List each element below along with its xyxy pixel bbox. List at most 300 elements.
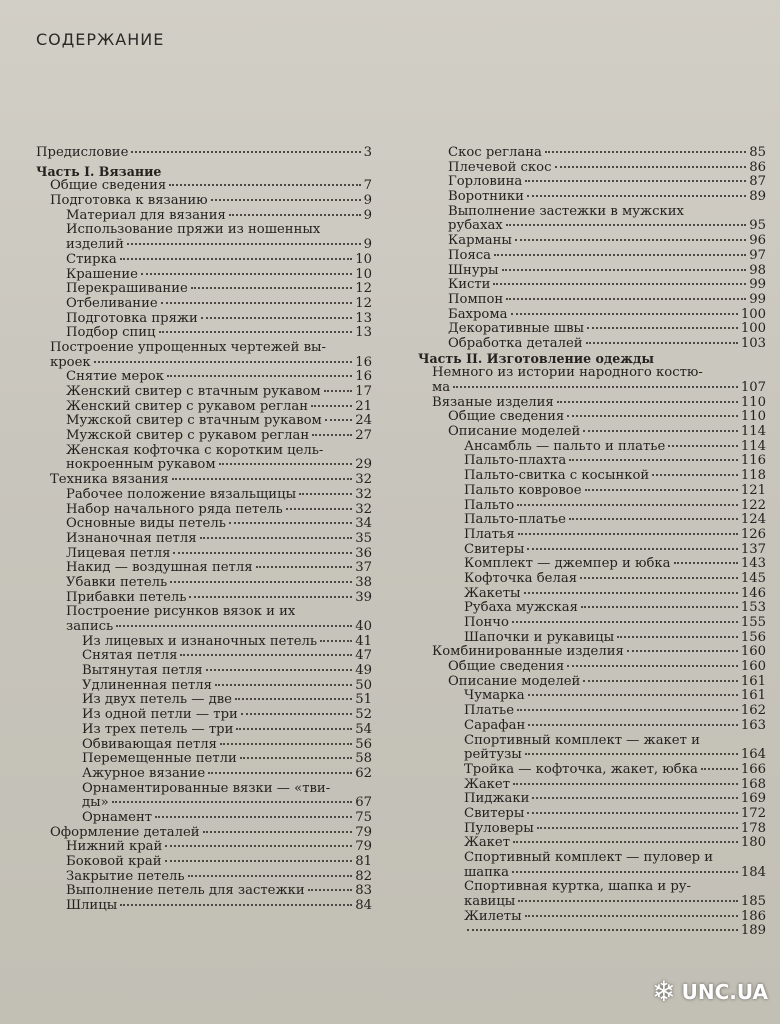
- toc-entry-title: Орнамент: [82, 810, 153, 825]
- toc-entry: [418, 337, 766, 352]
- toc-entry: [36, 693, 372, 708]
- toc-entry-title: Бахрома: [448, 307, 508, 322]
- leader-dots: [167, 375, 352, 377]
- toc-entry-title: Чумарка: [464, 689, 525, 704]
- leader-dots: [525, 915, 738, 917]
- toc-page-number: 41: [355, 634, 372, 649]
- toc-entry-title: Сарафан: [464, 718, 526, 733]
- toc-entry-title: Построение рисунков вязок и их: [66, 605, 296, 620]
- toc-entry-title: Воротники: [448, 190, 524, 205]
- toc-entry: [36, 253, 372, 268]
- toc-page-number: 114: [740, 425, 766, 440]
- toc-entry-title: Снятие мерок: [66, 370, 164, 385]
- toc-page-number: 51: [355, 693, 372, 708]
- toc-entry: [36, 209, 372, 224]
- toc-entry: [418, 587, 766, 602]
- toc-entry-title: Лицевая петля: [66, 546, 171, 561]
- toc-page-number: 122: [740, 498, 766, 513]
- toc-entry: [418, 528, 766, 543]
- leader-dots: [527, 195, 746, 197]
- toc-page-number: 79: [355, 840, 372, 855]
- toc-entry-title: Общие сведения: [50, 179, 167, 194]
- watermark: [652, 975, 768, 1008]
- toc-page-number: 184: [740, 864, 766, 880]
- leader-dots: [172, 478, 353, 480]
- toc-entry: [418, 499, 766, 514]
- leader-dots: [191, 287, 352, 289]
- toc-entry-title-cont: запись: [66, 620, 114, 634]
- toc-page-number: 54: [355, 722, 372, 737]
- toc-entry: [418, 469, 766, 484]
- leader-dots: [512, 871, 738, 873]
- toc-entry-title: Свитеры: [464, 806, 525, 821]
- toc-entry-title: Вытянутая петля: [82, 664, 203, 679]
- toc-entry-title: Обвивающая петля: [82, 737, 217, 752]
- toc-entry-title: Построение упрощенных чертежей вы-: [50, 340, 326, 355]
- leader-dots: [219, 463, 353, 465]
- toc-page-number: 180: [740, 836, 766, 851]
- toc-entry: [418, 734, 766, 763]
- leader-dots: [701, 768, 738, 770]
- leader-dots: [256, 566, 353, 568]
- toc-page-number: 3: [363, 146, 372, 160]
- leader-dots: [120, 258, 352, 260]
- toc-entry: [418, 513, 766, 528]
- toc-entry: [418, 175, 766, 190]
- leader-dots: [569, 518, 738, 520]
- toc-entry: [418, 880, 766, 909]
- toc-entry: [418, 543, 766, 558]
- leader-dots: [141, 273, 352, 275]
- toc-entry: [418, 616, 766, 631]
- leader-dots: [116, 625, 352, 627]
- toc-page-number: 121: [740, 483, 766, 498]
- leader-dots: [215, 684, 352, 686]
- toc-page-number: 126: [740, 527, 766, 542]
- toc-page-number: 156: [740, 630, 766, 645]
- toc-page-number: 189: [740, 924, 766, 939]
- toc-entry: [418, 822, 766, 837]
- toc-entry-title: Нижний край: [66, 840, 163, 855]
- toc-entry: [418, 851, 766, 880]
- toc-entry: [418, 631, 766, 646]
- toc-entry-title: Скос реглана: [448, 146, 542, 160]
- toc-part-heading: [36, 165, 372, 180]
- leader-dots: [312, 434, 352, 436]
- toc-entry: [418, 425, 766, 440]
- toc-entry-title-cont: рейтузы: [464, 748, 522, 763]
- toc-page-number: 97: [749, 248, 766, 263]
- leader-dots: [188, 875, 353, 877]
- leader-dots: [467, 929, 738, 931]
- toc-entry: [36, 385, 372, 400]
- toc-entry: [36, 708, 372, 723]
- toc-page-number: 36: [355, 546, 372, 561]
- toc-entry: [36, 576, 372, 591]
- leader-dots: [240, 757, 352, 759]
- toc-page-number: 107: [740, 380, 766, 395]
- toc-page-number: 75: [355, 810, 372, 825]
- leader-dots: [120, 904, 352, 906]
- toc-entry-title: Женский свитер с втачным рукавом: [66, 385, 321, 399]
- toc-entry-title: Пуловеры: [464, 821, 534, 836]
- toc-page-number: 172: [740, 806, 766, 821]
- leader-dots: [220, 743, 352, 745]
- toc-page-number: 87: [749, 175, 766, 190]
- toc-entry: [36, 561, 372, 576]
- toc-page-number: 56: [355, 737, 372, 752]
- leader-dots: [506, 224, 746, 226]
- leader-dots: [241, 713, 352, 715]
- toc-entry: [418, 719, 766, 734]
- toc-entry-title: Описание моделей: [448, 425, 581, 440]
- leader-dots: [627, 650, 738, 652]
- toc-entry-title: Помпон: [448, 292, 504, 307]
- toc-page-number: 99: [749, 292, 766, 307]
- leader-dots: [208, 772, 352, 774]
- leader-dots: [453, 386, 738, 388]
- toc-page-number: 67: [355, 795, 372, 811]
- leader-dots: [517, 504, 738, 506]
- toc-page-number: 160: [740, 660, 766, 675]
- toc-page-number: 103: [740, 336, 766, 351]
- leader-dots: [203, 831, 353, 833]
- leader-dots: [324, 390, 353, 392]
- toc-entry-title: Выполнение застежки в мужских: [448, 204, 684, 219]
- toc-page-number: 100: [740, 307, 766, 322]
- toc-entry: [418, 205, 766, 234]
- toc-entry: [36, 312, 372, 327]
- toc-entry-title-cont: ма: [432, 381, 451, 395]
- toc-entry: [418, 249, 766, 264]
- toc-page-number: 124: [740, 513, 766, 528]
- toc-page-number: 24: [355, 414, 372, 429]
- toc-entry: [418, 190, 766, 205]
- toc-entry: [36, 400, 372, 415]
- leader-dots: [131, 151, 360, 153]
- toc-entry: [418, 322, 766, 337]
- toc-page-number: 185: [740, 894, 766, 910]
- toc-entry-title: Из трех петель — три: [82, 722, 234, 737]
- toc-page-number: 12: [355, 296, 372, 311]
- leader-dots: [308, 889, 353, 891]
- toc-page-number: 49: [355, 664, 372, 679]
- toc-page-number: 52: [355, 708, 372, 723]
- toc-entry-title: Пальто-платье: [464, 513, 566, 528]
- toc-entry: [36, 341, 372, 370]
- toc-entry: [418, 836, 766, 851]
- toc-entry-title: Подготовка к вязанию: [50, 194, 208, 209]
- toc-entry: [36, 268, 372, 283]
- toc-page-number: 9: [363, 237, 372, 253]
- toc-page-number: 98: [749, 263, 766, 278]
- toc-page-number: 86: [749, 160, 766, 175]
- toc-page-number: 38: [355, 575, 372, 590]
- leader-dots: [112, 801, 353, 803]
- leader-dots: [528, 694, 738, 696]
- toc-page-number: 47: [355, 649, 372, 664]
- toc-entry: [36, 370, 372, 385]
- leader-dots: [200, 537, 353, 539]
- leader-dots: [527, 812, 737, 814]
- toc-entry: [418, 763, 766, 778]
- toc-entry-title: Кисти: [448, 278, 491, 293]
- toc-entry-title: Боковой край: [66, 855, 162, 869]
- toc-entry-title: Комплект — джемпер и юбка: [464, 557, 671, 572]
- toc-page-number: 32: [355, 487, 372, 502]
- toc-entry-title: Стирка: [66, 252, 117, 267]
- toc-entry-title: Кофточка белая: [464, 571, 578, 586]
- toc-page-number: 58: [355, 752, 372, 767]
- toc-entry-title: Закрытие петель: [66, 869, 185, 884]
- toc-entry-title: Обработка деталей: [448, 336, 583, 351]
- toc-entry: [418, 454, 766, 469]
- leader-dots: [674, 562, 738, 564]
- toc-entry-title: Жакет: [464, 777, 511, 792]
- toc-entry: [418, 807, 766, 822]
- toc-page-number: 186: [740, 909, 766, 924]
- leader-dots: [286, 508, 353, 510]
- leader-dots: [567, 415, 738, 417]
- toc-entry-title: Вязаные изделия: [432, 395, 554, 410]
- toc-entry-title: Пальто ковровое: [464, 483, 582, 498]
- toc-entry: [36, 826, 372, 841]
- toc-entry-title: Общие сведения: [448, 410, 565, 425]
- leader-dots: [165, 845, 352, 847]
- toc-entry-title: Крашение: [66, 267, 138, 282]
- toc-entry-title: Жилеты: [464, 909, 522, 924]
- toc-page-number: 83: [355, 884, 372, 899]
- leader-dots: [155, 816, 352, 818]
- toc-entry-title: Комбинированные изделия: [432, 645, 624, 660]
- toc-entry: [418, 675, 766, 690]
- leader-dots: [235, 698, 352, 700]
- toc-page-number: 27: [355, 429, 372, 444]
- toc-entry: [36, 855, 372, 870]
- toc-entry: [418, 396, 766, 411]
- toc-entry: [418, 293, 766, 308]
- toc-page-number: 62: [355, 766, 372, 781]
- toc-entry-title: Пояса: [448, 248, 492, 263]
- toc-page-number: 161: [740, 674, 766, 689]
- toc-entry-title: Подготовка пряжи: [66, 311, 198, 326]
- toc-page-number: 161: [740, 689, 766, 704]
- toc-page-number: 12: [355, 282, 372, 297]
- toc-entry: [418, 792, 766, 807]
- toc-page-number: 50: [355, 678, 372, 693]
- toc-entry-title-cont: рубахах: [448, 219, 503, 234]
- toc-page-number: 32: [355, 502, 372, 517]
- leader-dots: [513, 783, 738, 785]
- toc-entry-title: Часть I. Вязание: [36, 164, 162, 179]
- toc-entry: [418, 366, 766, 395]
- toc-entry-title-cont: шапка: [464, 865, 510, 880]
- toc-page-number: 118: [740, 469, 766, 484]
- toc-page-number: 110: [740, 410, 766, 425]
- leader-dots: [555, 166, 747, 168]
- toc-entry: [418, 234, 766, 249]
- snowflake-icon: ❄: [652, 975, 676, 1008]
- toc-entry-title: Пиджаки: [464, 792, 530, 807]
- toc-entry: [418, 601, 766, 616]
- toc-entry-title: Пальто-свитка с косынкой: [464, 469, 650, 484]
- toc-page-number: 99: [749, 278, 766, 293]
- toc-entry-title: Основные виды петель: [66, 517, 226, 532]
- toc-entry: [36, 723, 372, 738]
- leader-dots: [502, 269, 747, 271]
- page-title: СОДЕРЖАНИЕ: [36, 30, 165, 49]
- toc-page-number: 34: [355, 517, 372, 532]
- toc-entry-title: Набор начального ряда петель: [66, 502, 283, 517]
- toc-entry: [418, 910, 766, 925]
- toc-page-number: 145: [740, 571, 766, 586]
- toc-page-number: 95: [749, 218, 766, 234]
- watermark-text: UNC.UA: [681, 979, 768, 1004]
- leader-dots: [512, 621, 738, 623]
- toc-entry: [36, 473, 372, 488]
- toc-entry: [36, 194, 372, 209]
- toc-entry: [36, 444, 372, 473]
- toc-page-number: 40: [355, 619, 372, 634]
- leader-dots: [127, 243, 361, 245]
- toc-entry-title: Платье: [464, 704, 515, 719]
- leader-dots: [173, 552, 352, 554]
- toc-entry-title: Спортивный комплект — жакет и: [464, 733, 700, 748]
- toc-entry-title: Ажурное вязание: [82, 766, 206, 781]
- toc-entry-title: Материал для вязания: [66, 208, 226, 223]
- toc-left-column: [36, 146, 372, 914]
- leader-dots: [320, 640, 352, 642]
- toc-page-number: 10: [355, 267, 372, 282]
- toc-entry-title-cont: изделий: [66, 238, 124, 253]
- leader-dots: [517, 709, 738, 711]
- toc-page-number: 166: [740, 762, 766, 777]
- toc-entry: [418, 410, 766, 425]
- toc-page-number: 7: [363, 179, 372, 194]
- leader-dots: [161, 302, 353, 304]
- leader-dots: [229, 522, 352, 524]
- toc-entry-title: Шнуры: [448, 263, 499, 278]
- leader-dots: [94, 361, 353, 363]
- toc-entry-title: Мужской свитер с рукавом реглан: [66, 429, 310, 444]
- leader-dots: [569, 459, 738, 461]
- leader-dots: [493, 283, 746, 285]
- leader-dots: [557, 401, 738, 403]
- toc-entry: [36, 884, 372, 899]
- toc-entry: [36, 635, 372, 650]
- toc-page-number: 81: [355, 855, 372, 869]
- leader-dots: [170, 581, 352, 583]
- toc-entry-title: Пальто: [464, 498, 515, 513]
- toc-entry: [36, 532, 372, 547]
- toc-entry-title: Общие сведения: [448, 660, 565, 675]
- toc-entry-title: Накид — воздушная петля: [66, 561, 253, 576]
- leader-dots: [515, 239, 746, 241]
- toc-entry-title: Перекрашивание: [66, 282, 188, 297]
- toc-page-number: 163: [740, 718, 766, 733]
- toc-page-number: 21: [355, 399, 372, 414]
- toc-entry: [36, 282, 372, 297]
- toc-entry-title: Из двух петель — две: [82, 693, 232, 708]
- leader-dots: [494, 254, 746, 256]
- toc-page-number: 16: [355, 354, 372, 370]
- leader-dots: [525, 180, 746, 182]
- leader-dots: [532, 797, 737, 799]
- leader-dots: [527, 548, 737, 550]
- toc-entry-title: Снятая петля: [82, 649, 178, 664]
- toc-entry: [418, 146, 766, 161]
- leader-dots: [528, 724, 738, 726]
- leader-dots: [299, 493, 352, 495]
- toc-entry: [36, 297, 372, 312]
- toc-page-number: 37: [355, 561, 372, 576]
- leader-dots: [518, 900, 738, 902]
- leader-dots: [159, 331, 353, 333]
- toc-entry: [36, 488, 372, 503]
- toc-entry: [418, 778, 766, 793]
- toc-entry-title: Из лицевых и изнаночных петель: [82, 634, 318, 649]
- toc-entry-title: Прибавки петель: [66, 590, 187, 605]
- toc-entry-title: Ансамбль — пальто и платье: [464, 439, 666, 454]
- leader-dots: [513, 841, 738, 843]
- toc-entry: [36, 899, 372, 914]
- toc-entry-title: Шапочки и рукавицы: [464, 630, 615, 645]
- toc-entry: [36, 870, 372, 885]
- toc-entry: [418, 572, 766, 587]
- toc-page-number: 79: [355, 825, 372, 840]
- leader-dots: [311, 405, 352, 407]
- leader-dots: [511, 313, 738, 315]
- toc-entry-title: Использование пряжи из ношенных: [66, 223, 321, 238]
- toc-entry-title: Карманы: [448, 234, 512, 249]
- toc-entry-title-cont: нокроенным рукавом: [66, 458, 216, 473]
- toc-entry-title: Отбеливание: [66, 296, 158, 311]
- toc-entry: [36, 649, 372, 664]
- toc-entry-title: Перемещенные петли: [82, 752, 237, 767]
- toc-page-number: 16: [355, 370, 372, 385]
- leader-dots: [583, 430, 738, 432]
- toc-entry-title: Платья: [464, 527, 515, 542]
- toc-part-heading: [418, 352, 766, 367]
- toc-entry-title: Декоративные швы: [448, 322, 584, 337]
- toc-page-number: 100: [740, 322, 766, 337]
- toc-entry: [36, 179, 372, 194]
- leader-dots: [189, 596, 352, 598]
- toc-entry: [36, 664, 372, 679]
- toc-entry: [418, 308, 766, 323]
- toc-entry: [36, 146, 372, 161]
- toc-entry-title: Свитеры: [464, 542, 525, 557]
- toc-entry-title: Шлицы: [66, 899, 118, 914]
- toc-entry: [36, 547, 372, 562]
- toc-entry-title: Жакет: [464, 836, 511, 851]
- toc-page-number: 162: [740, 704, 766, 719]
- toc-entry: [418, 161, 766, 176]
- leader-dots: [583, 680, 738, 682]
- toc-entry: [36, 767, 372, 782]
- leader-dots: [180, 654, 352, 656]
- toc-entry-title: Рабочее положение вязальщицы: [66, 487, 297, 502]
- toc-entry-title: Немного из истории народного костю-: [432, 366, 703, 381]
- toc-entry-title-cont: ды»: [82, 796, 109, 811]
- toc-entry-title: Изнаночная петля: [66, 531, 197, 546]
- toc-entry-title: Предисловие: [36, 146, 129, 160]
- toc-page-number: 168: [740, 777, 766, 792]
- leader-dots: [537, 827, 738, 829]
- toc-page-number: 9: [363, 208, 372, 223]
- toc-page-number: 84: [355, 899, 372, 914]
- toc-entry: [36, 782, 372, 811]
